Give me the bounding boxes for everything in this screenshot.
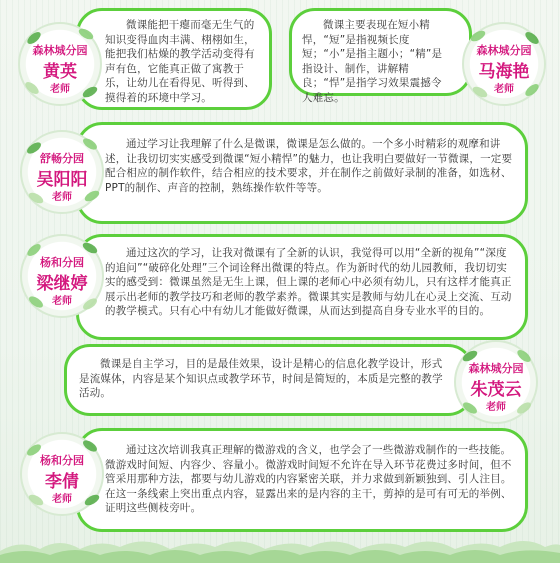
leaf-icon bbox=[515, 400, 533, 416]
leaf-icon bbox=[23, 80, 40, 96]
reflection-card-2 bbox=[289, 8, 472, 104]
teacher-name: 梁继婷 bbox=[36, 274, 88, 294]
teacher-name: 马海艳 bbox=[478, 62, 530, 82]
reflection-card-6 bbox=[76, 428, 528, 532]
leaf-icon bbox=[461, 400, 479, 416]
branch-name: 舒畅分园 bbox=[40, 152, 84, 165]
reflection-text: 通过这次的学习，让我对微课有了全新的认识，我觉得可以用“全新的视角”“深度的追问”“破碎化处理”三个词诠释出微课的特点。作为新时代的幼儿园教师，我切切实实的感受到：微课虽然是无生上课，但上课的老师心中必须有幼儿，只有这样才能真正展示出老师的教学技巧和老师的教学素养。微课其实是教师与幼儿在心灵上交流、互动的教学模式。只有心中有幼儿才能做好微课，从而达到提高自身专业水平的目的。 bbox=[105, 247, 512, 317]
teacher-badge-6 bbox=[20, 432, 104, 516]
teacher-badge-2 bbox=[462, 22, 546, 106]
leaf-icon bbox=[27, 294, 45, 310]
reflection-text: 微课主要表现在短小精悍，“短”是指视频长度短；“小”是指主题小；“精”是指设计、制作，讲解精良；“悍”是指学习效果震撼令人难忘。 bbox=[302, 19, 443, 104]
reflection-card-1 bbox=[76, 8, 272, 110]
teacher-name: 黄英 bbox=[43, 62, 77, 82]
reflection-text: 通过这次培训我真正理解的微游戏的含义，也学会了一些微游戏制作的一些技能。微游戏时间短、内容少、容量小。微游戏时间短不允许在导入环节花费过多时间，但不管采用那种方法，都要与幼儿游戏的内容紧密关联，并力求做到新颖独到、引人注目。在这一条线索上突出重点内容，显露出来的是内容的主干，剪掉的是可有可无的举例、证明这些侧枝旁叶。 bbox=[105, 444, 512, 514]
teacher-role: 老师 bbox=[52, 296, 72, 307]
teacher-name: 李倩 bbox=[45, 472, 79, 492]
teacher-badge-3 bbox=[20, 130, 104, 214]
leaf-icon bbox=[471, 85, 489, 100]
reflection-card-4 bbox=[76, 234, 528, 340]
reflection-text: 微课能把干瘪而毫无生气的知识变得血肉丰满、栩栩如生，能把我们枯燥的教学活动变得有声有色，它能真正做了寓教于乐，让幼儿在看得见、听得到、摸得着的环境中学习。 bbox=[105, 19, 255, 104]
reflection-text: 微课是自主学习，目的是最佳效果，设计是精心的信息化教学设计，形式是流媒体，内容是某个知识点或教学环节，时间是简短的，本质是完整的教学活动。 bbox=[79, 358, 443, 399]
teacher-name: 吴阳阳 bbox=[36, 170, 88, 190]
branch-name: 森林城分园 bbox=[32, 44, 88, 57]
teacher-role: 老师 bbox=[50, 84, 70, 95]
leaf-icon bbox=[27, 191, 45, 206]
teacher-badge-5 bbox=[454, 340, 538, 424]
reflection-card-3 bbox=[76, 122, 528, 224]
teacher-name: 朱茂云 bbox=[470, 380, 522, 400]
leaf-icon bbox=[27, 493, 45, 508]
branch-name: 森林城分园 bbox=[476, 44, 532, 57]
branch-name: 森林城分园 bbox=[468, 362, 524, 375]
teacher-role: 老师 bbox=[52, 192, 72, 203]
branch-name: 杨和分园 bbox=[40, 256, 84, 269]
branch-name: 杨和分园 bbox=[40, 454, 84, 467]
leaf-icon bbox=[523, 82, 540, 98]
teacher-role: 老师 bbox=[52, 494, 72, 505]
teacher-badge-4 bbox=[20, 234, 104, 318]
green-hills-decoration bbox=[0, 529, 560, 563]
teacher-role: 老师 bbox=[494, 84, 514, 95]
teacher-badge-1 bbox=[18, 22, 102, 106]
reflection-text: 通过学习让我理解了什么是微课，微课是怎么做的。一个多小时精彩的观摩和讲述，让我切切实实感受到微课“短小精悍”的魅力，也让我明白要做好一节微课，一定要配合相应的制作软件，结合相应的技术要求，并在制作之前做好录制的准备，如选材、PPT的制作、声音的控制，熟练操作软件等等。 bbox=[105, 138, 513, 194]
teacher-role: 老师 bbox=[486, 402, 506, 413]
reflection-card-5 bbox=[64, 344, 474, 416]
